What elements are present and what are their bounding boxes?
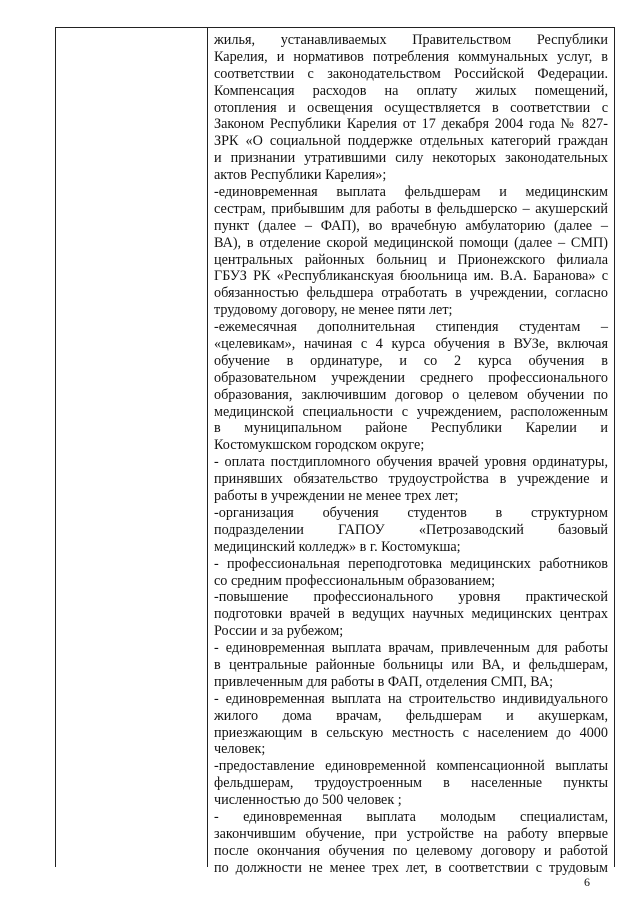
text-line: численностью до 500 человек ; [214, 792, 402, 809]
text-line: трудовому договору, не менее пяти лет; [214, 302, 453, 319]
text-line: - профессиональная переподготовка медицинских работников [214, 555, 608, 572]
text-line: центральных районных больниц и Прионежского филиала [214, 251, 608, 268]
text-line: и признании утратившими силу некоторых законодательных [214, 150, 608, 167]
text-line: жилья, устанавливаемых Правительством Республики [214, 32, 608, 48]
text-line: фельдшерам, трудоустроенным в населенные пункты [214, 775, 608, 792]
text-line: -предоставление единовременной компенсационной выплаты [214, 758, 608, 775]
text-line: ГБУЗ РК «Республиканскуая бюольница им. В.А. Баранова» с [214, 268, 608, 285]
table-right-column [208, 28, 614, 876]
text-line: работы в учреждении не менее трех лет; [214, 488, 459, 505]
text-line: после окончания обучения по целевому договору и работой [214, 842, 608, 859]
text-line: со средним профессиональным образованием; [214, 572, 496, 589]
text-line: -ежемесячная дополнительная стипендия студентам – [214, 319, 608, 336]
text-line: Компенсация расходов на оплату жилых помещений, [214, 82, 608, 99]
text-line: России и за рубежом; [214, 623, 344, 640]
body-text [214, 32, 608, 877]
text-line: образования, заключившим договор о целевом обучении по [214, 386, 608, 403]
text-line: Карелия, и нормативов потребления коммунальных услуг, в [214, 48, 608, 65]
text-line: в центральные районные больницы или ВА, и фельдшерам, [214, 656, 608, 673]
text-line: - единовременная выплата врачам, привлеченным для работы [214, 640, 608, 657]
text-line: приезжающим в сельскую местность с населением до 4000 [214, 724, 608, 741]
text-line: принявших обязательство трудоустройства в учреждение и [214, 471, 608, 488]
text-line: -организация обучения студентов в структурном [214, 504, 608, 521]
text-line: сестрам, прибывшим для работы в фельдшерско – акушерский [214, 200, 608, 217]
text-line: актов Республики Карелия»; [214, 167, 387, 184]
text-line: в муниципальном районе Республики Карелии и [214, 420, 608, 437]
text-line: - оплата постдипломного обучения врачей уровня ординатуры, [214, 454, 608, 471]
text-line: «целевикам», начиная с 4 курса обучения в ВУЗе, включая [214, 336, 608, 353]
text-line: - единовременная выплата на строительство индивидуального [214, 690, 608, 707]
text-line: - единовременная выплата молодым специалистам, [214, 808, 608, 825]
text-line: подготовки врачей в ведущих научных медицинских центрах [214, 606, 608, 623]
text-line: соответствии с законодательством Российской Федерации. [214, 65, 608, 82]
text-line: ВА), в отделение скорой медицинской помощи (далее – СМП) [214, 234, 608, 251]
text-line: обучение в ординатуре, и со 2 курса обучения в [214, 352, 608, 369]
text-line: подразделении ГАПОУ «Петрозаводский базовый [214, 521, 608, 538]
text-line: привлеченным для работы в ФАП, отделения СМП, ВА; [214, 673, 554, 690]
text-line: -единовременная выплата фельдшерам и медицинским [214, 184, 608, 201]
text-line: Законом Республики Карелия от 17 декабря 2004 года № 827- [214, 116, 608, 133]
text-line: медицинский колледж» в г. Костомукша; [214, 538, 461, 555]
table-frame [55, 27, 615, 876]
text-line: -повышение профессионального уровня практической [214, 589, 608, 606]
page-number: 6 [584, 875, 590, 889]
text-line: Костомукшском городском округе; [214, 437, 425, 454]
text-line: закончившим обучение, при устройстве на работу впервые [214, 825, 608, 842]
table-left-column [56, 28, 208, 867]
text-line: отопления и освещения осуществляется в соответствии с [214, 99, 608, 116]
text-line: человек; [214, 741, 266, 758]
text-line: пункт (далее – ФАП), во врачебную амбулаторию (далее – [214, 217, 608, 234]
text-line: медицинской специальности с учреждением, расположенным [214, 403, 608, 420]
text-line: жилого дома врачам, фельдшерам и акушеркам, [214, 707, 608, 724]
text-line: образовательном учреждении среднего профессионального [214, 369, 608, 386]
text-line: ЗРК «О социальной поддержке отдельных категорий граждан [214, 133, 608, 150]
text-line: обязанностью фельдшера отработать в учреждении, согласно [214, 285, 608, 302]
text-line: по должности не менее трех лет, в соответствии с трудовым [214, 859, 608, 876]
